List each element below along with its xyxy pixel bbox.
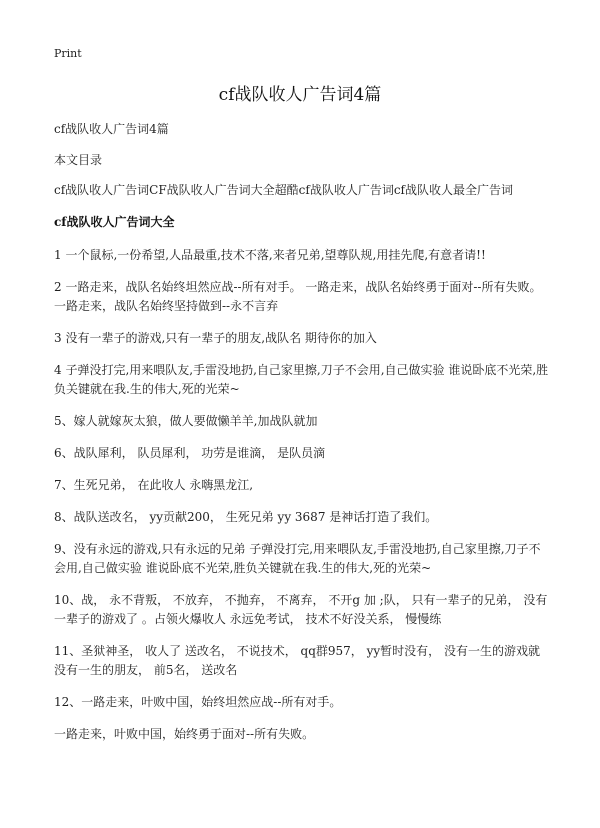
paragraph-12: 12、一路走来，叶败中国，始终坦然应战--所有对手。 [54, 695, 342, 709]
paragraph-2: 2 一路走来，战队名始终坦然应战--所有对手。 一路走来，战队名始终勇于面对--所有失败。 一路走来，战队名始终坚持做到--永不言弃 [54, 280, 542, 313]
paragraph-7: 7、生死兄弟， 在此收人 永嗨黑龙江, [54, 478, 254, 492]
document-subtitle: cf战队收人广告词4篇 [54, 122, 169, 136]
paragraph-10: 10、战， 永不背叛， 不放弃， 不抛弃， 不离弃， 不开g 加 ;队， 只有一辈子的兄弟， 没有一辈子的游戏了 。占领火爆收人 永远免考试， 技术不好没关系， 慢慢练 [54, 593, 548, 626]
toc-entries: cf战队收人广告词CF战队收人广告词大全超酷cf战队收人广告词cf战队收人最全广告词 [54, 183, 513, 197]
paragraph-1: 1 一个鼠标,一份希望,人品最重,技术不落,来者兄弟,望尊队规,用挂先爬,有意者请!! [54, 248, 486, 262]
toc-heading: 本文目录 [54, 153, 103, 167]
page-title: cf战队收人广告词4篇 [218, 85, 382, 105]
paragraph-3: 3 没有一辈子的游戏,只有一辈子的朋友,战队名 期待你的加入 [54, 331, 377, 345]
paragraph-5: 5、嫁人就嫁灰太狼，做人要做懒羊羊,加战队就加 [54, 414, 318, 428]
paragraph-11: 11、圣狱神圣， 收人了 送改名， 不说技术， qq群957， yy暂时没有， 没有一生的游戏就没有一生的朋友， 前5名， 送改名 [54, 644, 540, 677]
paragraph-13: 一路走来，叶败中国，始终勇于面对--所有失败。 [54, 727, 315, 741]
paragraph-6: 6、战队犀利， 队员犀利， 功劳是谁滴， 是队员滴 [54, 446, 326, 460]
document-body [54, 120, 550, 757]
paragraph-4: 4 子弹没打完,用来喂队友,手雷没地扔,自己家里擦,刀子不会用,自己做实验 谁说卧底不光荣,胜负关键就在我.生的伟大,死的光荣~ [54, 363, 549, 396]
paragraph-8: 8、战队送改名， yy贡献200， 生死兄弟 yy 3687 是神话打造了我们。 [54, 510, 438, 524]
paragraph-9: 9、没有永远的游戏,只有永远的兄弟 子弹没打完,用来喂队友,手雷没地扔,自己家里擦,刀子不会用,自己做实验 谁说卧底不光荣,胜负关键就在我.生的伟大,死的光荣~ [54, 542, 541, 575]
section-heading: cf战队收人广告词大全 [54, 215, 175, 229]
print-link[interactable]: Print [54, 47, 82, 60]
